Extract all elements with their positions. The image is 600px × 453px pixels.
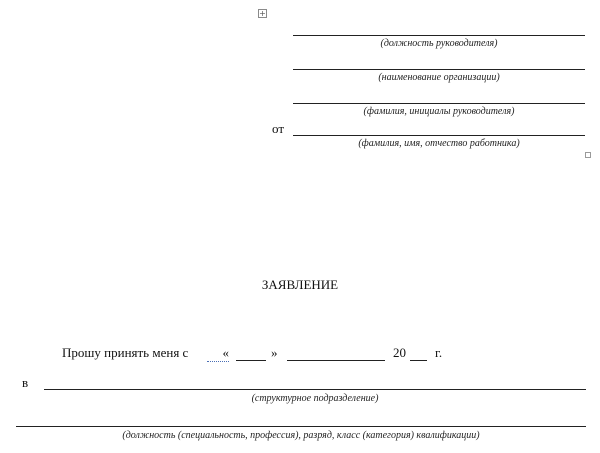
close-quote: » — [271, 345, 278, 360]
resize-square-icon[interactable] — [585, 152, 591, 158]
year-blank[interactable] — [410, 360, 427, 361]
position-of-head-caption: (должность руководителя) — [380, 38, 498, 49]
organization-name-line[interactable] — [293, 69, 585, 70]
employee-name-caption: (фамилия, имя, отчество работника) — [358, 138, 520, 149]
head-name-caption: (фамилия, инициалы руководителя) — [363, 106, 515, 117]
head-name-line[interactable] — [293, 103, 585, 104]
document-title: ЗАЯВЛЕНИЕ — [261, 277, 339, 292]
year-suffix: г. — [435, 345, 443, 360]
position-line[interactable] — [16, 426, 586, 427]
department-caption: (структурное подразделение) — [251, 393, 379, 404]
position-of-head-line[interactable] — [293, 35, 585, 36]
open-quote: « — [207, 345, 229, 362]
position-caption: (должность (специальность, профессия), разряд, класс (категория) квалификации) — [122, 430, 480, 441]
move-cross-icon[interactable]: + — [259, 9, 266, 18]
organization-name-caption: (наименование организации) — [378, 72, 500, 83]
employee-name-line[interactable] — [293, 135, 585, 136]
from-label: от — [272, 121, 285, 136]
department-line[interactable] — [44, 389, 586, 390]
request-intro-text: Прошу принять меня с — [62, 345, 189, 360]
month-blank[interactable] — [287, 360, 385, 361]
department-label: в — [22, 375, 29, 390]
day-blank[interactable] — [236, 360, 266, 361]
year-prefix: 20 — [393, 345, 406, 360]
